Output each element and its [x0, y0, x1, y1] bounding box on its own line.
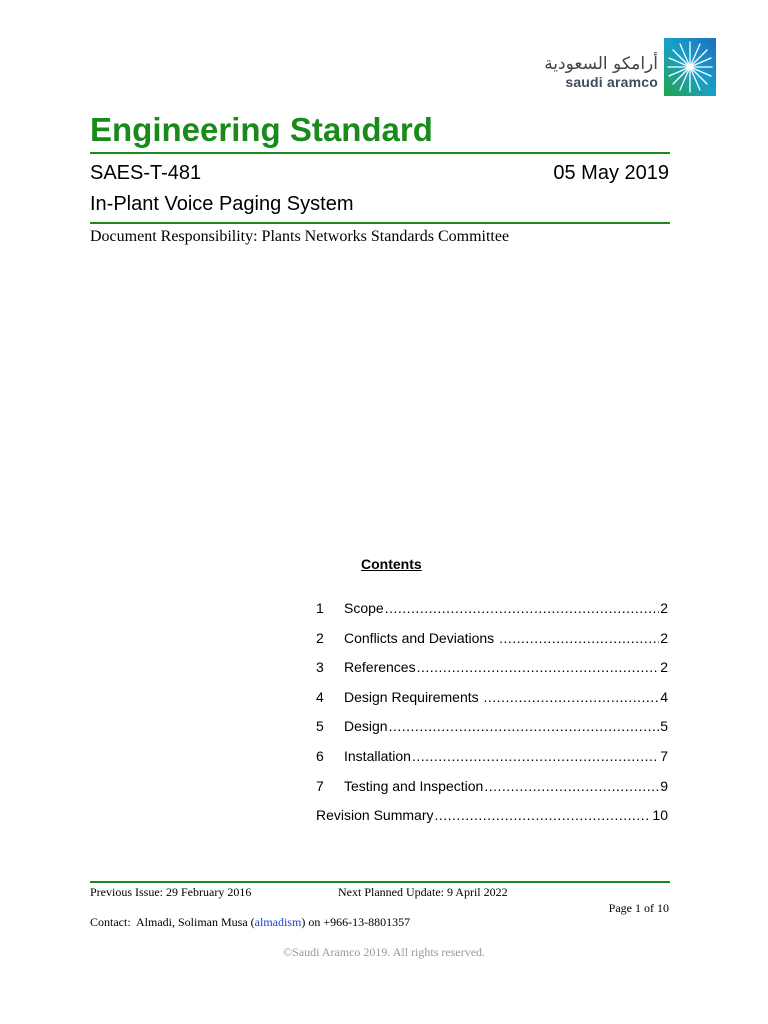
toc-number: 4 [316, 688, 324, 705]
toc-label: Design Requirements [344, 688, 483, 705]
contents-heading: Contents [361, 556, 422, 572]
toc-leader [385, 600, 660, 616]
contact-prefix: Contact: Almadi, Soliman Musa ( [90, 915, 255, 929]
toc-number: 5 [316, 718, 324, 735]
toc-label: Installation [344, 747, 411, 764]
toc-entry-revision-summary[interactable] [316, 807, 668, 837]
toc-page: 9 [660, 777, 668, 794]
title-rule [90, 152, 670, 154]
toc-entry-references[interactable] [316, 659, 668, 689]
toc-page: 7 [660, 747, 668, 764]
toc-page: 4 [660, 688, 668, 705]
toc-page: 2 [660, 659, 668, 676]
contact-suffix: ) on +966-13-8801357 [301, 915, 411, 929]
aramco-star-icon [664, 38, 716, 96]
previous-issue: Previous Issue: 29 February 2016 [90, 885, 252, 899]
document-responsibility: Document Responsibility: Plants Networks Standards Committee [90, 228, 510, 245]
toc-number: 2 [316, 629, 324, 646]
copyright-notice: ©Saudi Aramco 2019. All rights reserved. [282, 945, 486, 959]
toc-page: 10 [652, 807, 668, 824]
footer-rule [90, 881, 670, 883]
contact-email-link[interactable]: almadism [254, 915, 302, 929]
standard-date: 05 May 2019 [553, 162, 669, 184]
toc-label: Revision Summary [316, 807, 434, 824]
toc-leader [389, 718, 660, 734]
toc-leader [417, 659, 660, 675]
toc-number: 6 [316, 747, 324, 764]
toc-label: References [344, 659, 416, 676]
toc-entry-testing[interactable] [316, 778, 668, 808]
header-rule [90, 222, 670, 224]
toc-leader [434, 807, 651, 823]
contact-line [90, 915, 410, 930]
toc-entry-scope[interactable] [316, 600, 668, 630]
toc-page: 5 [660, 718, 668, 735]
toc-leader [484, 778, 659, 794]
toc-entry-conflicts[interactable] [316, 630, 668, 660]
toc-leader [412, 748, 659, 764]
toc-entry-installation[interactable] [316, 748, 668, 778]
toc-label: Testing and Inspection [344, 777, 484, 794]
toc-number: 7 [316, 777, 324, 794]
toc-entry-design-requirements[interactable] [316, 689, 668, 719]
document-type-title: Engineering Standard [90, 111, 433, 148]
toc-label: Scope [344, 600, 384, 616]
toc-label: Conflicts and Deviations [344, 629, 499, 646]
toc-label: Design [344, 718, 388, 735]
toc-entry-design[interactable] [316, 718, 668, 748]
table-of-contents [316, 600, 668, 837]
logo-english-text: saudi aramco [565, 74, 658, 90]
saudi-aramco-logo [534, 38, 716, 96]
toc-number: 3 [316, 659, 324, 676]
page-number: Page 1 of 10 [608, 901, 669, 915]
toc-number: 1 [316, 600, 324, 616]
toc-page: 2 [660, 600, 668, 616]
toc-leader [499, 630, 659, 646]
toc-page: 2 [660, 629, 668, 646]
next-planned-update: Next Planned Update: 9 April 2022 [338, 885, 508, 899]
standard-number: SAES-T-481 [90, 162, 202, 184]
toc-leader [484, 689, 660, 705]
logo-arabic-text: أرامكو السعودية [544, 54, 658, 74]
standard-title: In-Plant Voice Paging System [90, 193, 354, 215]
